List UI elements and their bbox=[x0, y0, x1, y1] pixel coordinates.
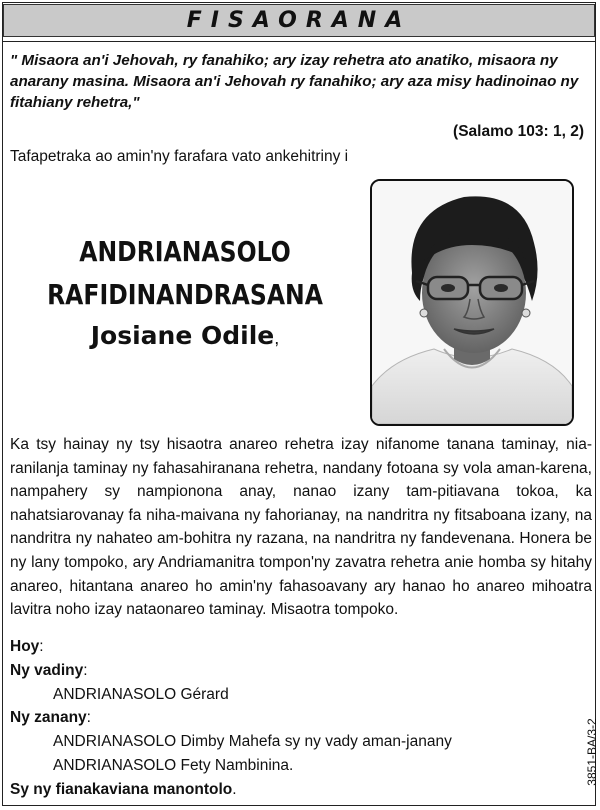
portrait-image bbox=[372, 181, 572, 424]
hoy-colon: : bbox=[39, 638, 44, 655]
reference-code: 3851-BA/3-2 bbox=[585, 718, 599, 786]
deceased-name bbox=[10, 230, 360, 358]
name-comma: , bbox=[274, 328, 280, 348]
thanks-paragraph: Ka tsy hainay ny tsy hisaotra anareo rehetra izay nifanome tanana taminay, nia-ranilanja taminay ny fahasahiranana rehetra, nandany fotoana sy vola aman-karena, nampahery sy nampionona anay, nanao izany tam-pitiavana tokoa, ka nahatsiarovanay fa niha-maivana ny fahorianay, na nandritra ny fitsaboana izany, na nandritra ny nahateo am-bohitra ny razana, na nandritra ny fandevenana. Honera be ny lany tompoko, ary Andriamanitra tompon'ny zavatra rehetra anie homba sy hitahy anareo, hitantana anareo ho amin'ny fahasoavany ary hanao ho anareo mihoatra lavitra noho izay nataonareo taminay. Misaotra tompoko. bbox=[10, 436, 592, 619]
spouse-label: Ny vadiny bbox=[10, 661, 84, 679]
children-colon: : bbox=[86, 709, 91, 727]
header-divider bbox=[3, 41, 595, 42]
first-names-line bbox=[10, 316, 360, 358]
children-label: Ny zanany bbox=[10, 709, 87, 727]
spouse-colon: : bbox=[83, 661, 88, 679]
page-title: FISAORANA bbox=[186, 8, 412, 33]
bible-quote: " Misaora an'i Jehovah, ry fanahiko; ary izay rehetra ato anatiko, misaora ny anarany masina. Misaora an'i Jehovah ry fanahiko; ary aza misy hadinoinao ny fitahiany rehetra," bbox=[10, 52, 579, 111]
hoy-line bbox=[10, 635, 570, 659]
child-name: ANDRIANASOLO Dimby Mahefa sy ny vady aman-janany bbox=[53, 733, 452, 751]
spouse-heading bbox=[10, 659, 570, 683]
quote-reference: (Salamo 103: 1, 2) bbox=[453, 123, 584, 140]
closing-period: . bbox=[232, 780, 237, 798]
surname-line-2: RAFIDINANDRASANA bbox=[47, 278, 323, 311]
closing-line bbox=[10, 778, 570, 802]
hoy-label: Hoy bbox=[10, 638, 40, 655]
first-names: Josiane Odile bbox=[90, 321, 275, 350]
spouse-name: ANDRIANASOLO Gérard bbox=[53, 685, 229, 703]
portrait-photo bbox=[370, 179, 574, 426]
header-bar bbox=[3, 4, 595, 37]
children-heading bbox=[10, 706, 570, 730]
closing-text: Sy ny fianakaviana manontolo bbox=[10, 780, 233, 798]
intro-text: Tafapetraka ao amin'ny farafara vato ankehitriny i bbox=[10, 148, 349, 165]
family-section bbox=[10, 635, 570, 802]
surname-line-1: ANDRIANASOLO bbox=[79, 235, 291, 268]
child-name: ANDRIANASOLO Fety Nambinina. bbox=[53, 756, 294, 774]
